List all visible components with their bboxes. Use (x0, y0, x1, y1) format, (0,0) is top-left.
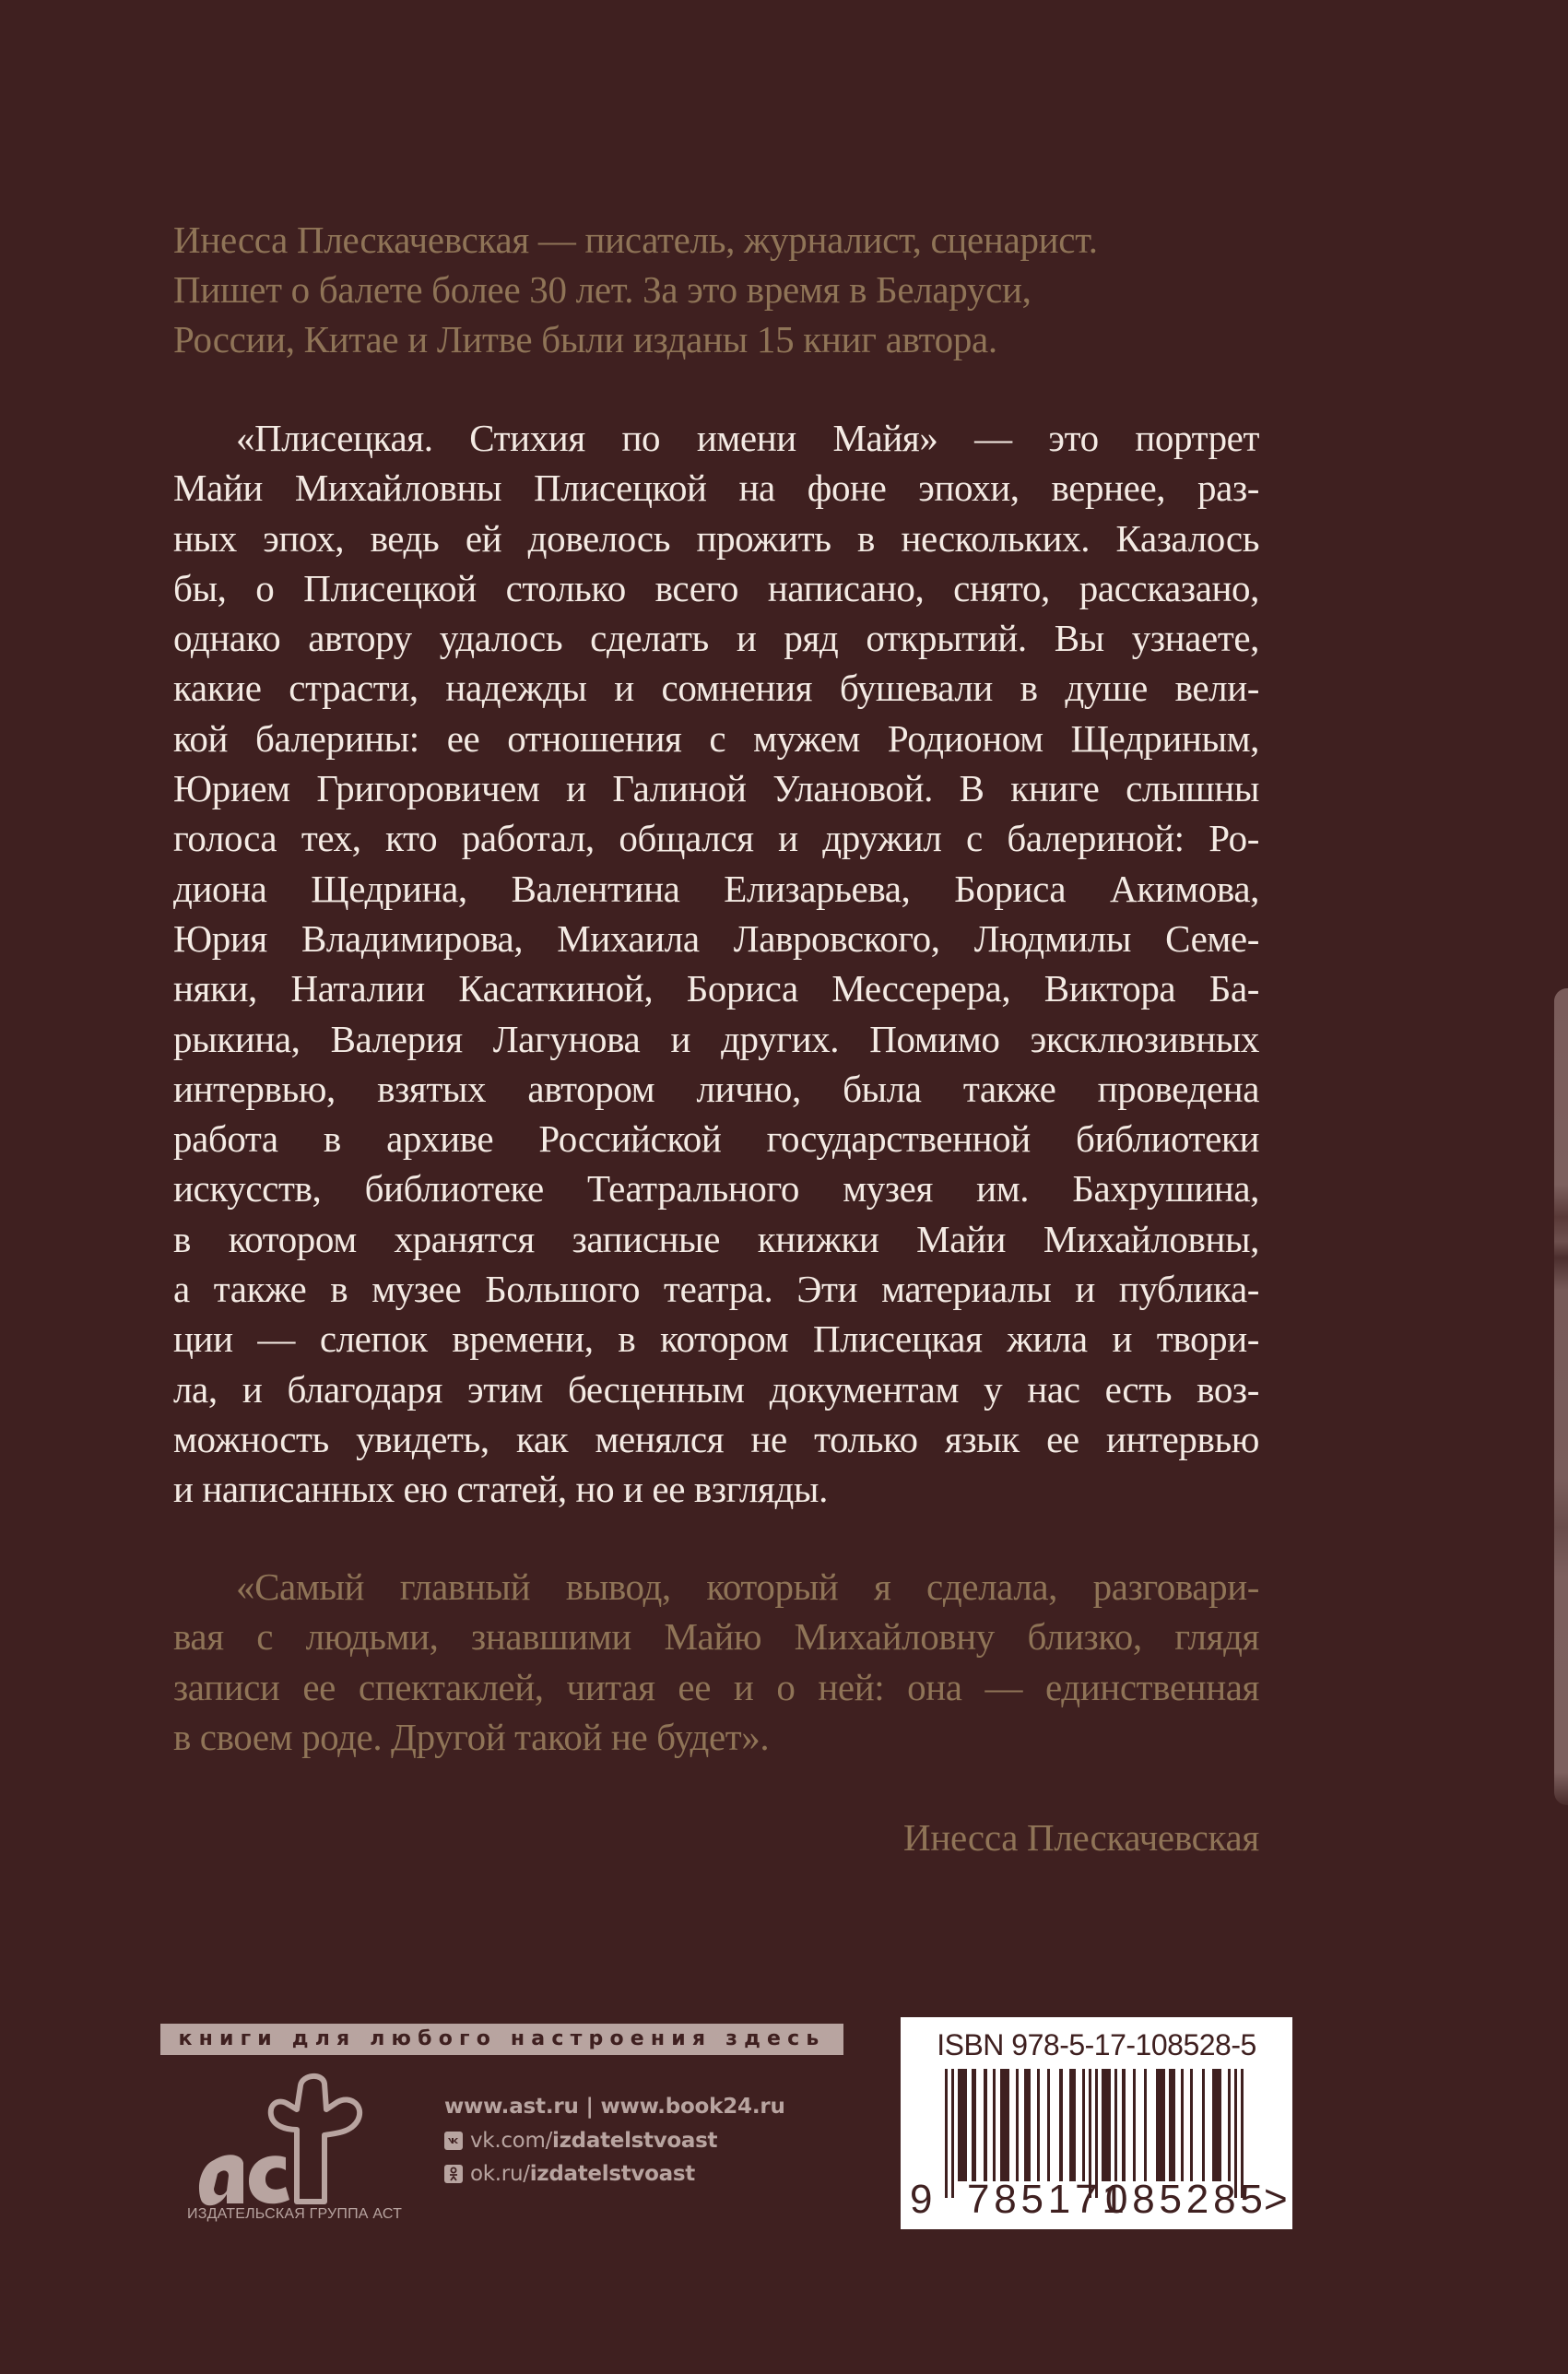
description-line: в котором хранятся записные книжки Майи Михайловны, (173, 1217, 1259, 1260)
publisher-websites-link[interactable]: www.ast.ru | www.book24.ru (444, 2095, 785, 2119)
vk-prefix: vk.com/ (470, 2129, 553, 2153)
quote-line: в своем роде. Другой такой не будет». (173, 1715, 770, 1758)
description-line: искусств, библиотеке Театрального музея им. Бахрушина, (173, 1167, 1259, 1211)
vk-handle: izdatelstvoast (552, 2129, 718, 2153)
about-author-line: Пишет о балете более 30 лет. За это время в Беларуси, (173, 268, 1032, 311)
description-line: ных эпох, ведь ей довелось прожить в нескольких. Казалось (173, 516, 1259, 560)
publisher-links (444, 2091, 785, 2189)
cover-photo-edge (1554, 988, 1568, 1805)
description-line: можность увидеть, как менялся не только язык ее интервью (173, 1417, 1259, 1460)
description-line: диона Щедрина, Валентина Елизарьева, Бориса Акимова, (173, 867, 1259, 910)
ok-link[interactable] (444, 2159, 785, 2189)
barcode-first-digit: 9 (910, 2177, 933, 2222)
description-line: работа в архиве Российской государственной библиотеки (173, 1117, 1259, 1161)
description-line: няки, Наталии Касаткиной, Бориса Мессерера, Виктора Ба- (173, 967, 1259, 1010)
description-line: и написанных ею статей, но и ее взгляды. (173, 1468, 828, 1511)
description-line: кой балерины: ее отношения с мужем Родионом Щедриным, (173, 716, 1259, 760)
quote-line: «Самый главный вывод, который я сделала, разговари- (236, 1565, 1259, 1608)
ast-logo-icon (194, 2073, 406, 2211)
description-line: а также в музее Большого театра. Эти материалы и публика- (173, 1268, 1259, 1311)
description-line: ции — слепок времени, в котором Плисецкая жила и твори- (173, 1317, 1259, 1361)
barcode-left-digits: 785171 (967, 2177, 1129, 2222)
book-description (173, 413, 1259, 1515)
vk-icon (444, 2132, 463, 2150)
about-author-line: России, Китае и Литве были изданы 15 книг автора. (173, 318, 997, 360)
ok-icon (444, 2165, 463, 2183)
about-author (173, 215, 1259, 364)
isbn-barcode (901, 2017, 1292, 2229)
ok-handle: izdatelstvoast (529, 2162, 695, 2186)
description-line: Майи Михайловны Плисецкой на фоне эпохи, вернее, раз- (173, 467, 1259, 510)
barcode-digits (910, 2176, 1288, 2224)
description-line: интервью, взятых автором лично, была также проведена (173, 1067, 1259, 1110)
quote-line: вая с людьми, знавшими Майю Михайловну близко, глядя (173, 1615, 1259, 1659)
publisher-name: ИЗДАТЕЛЬСКАЯ ГРУППА АСТ (187, 2206, 403, 2222)
vk-link[interactable] (444, 2126, 785, 2155)
description-line: «Плисецкая. Стихия по имени Майя» — это портрет (236, 417, 1259, 459)
description-line: бы, о Плисецкой столько всего написано, снято, рассказано, (173, 566, 1259, 609)
description-line: рыкина, Валерия Лагунова и других. Помимо эксклюзивных (173, 1017, 1259, 1060)
barcode-right-digits: 085285 (1105, 2177, 1267, 2222)
isbn-label: ISBN 978-5-17-108528-5 (937, 2028, 1256, 2061)
about-author-line: Инесса Плескачевская — писатель, журналист, сценарист. (173, 219, 1098, 261)
quote-signature: Инесса Плескачевская (903, 1816, 1259, 1859)
publisher-banner: книги для любого настроения здесь (160, 2024, 843, 2055)
description-line: однако автору удалось сделать и ряд открытий. Вы узнаете, (173, 617, 1259, 660)
ast-logo (194, 2073, 406, 2211)
description-line: ла, и благодаря этим бесценным документам у нас есть воз- (173, 1367, 1259, 1411)
description-line: Юрием Григоровичем и Галиной Улановой. В книге слышны (173, 767, 1259, 810)
description-line: какие страсти, надежды и сомнения бушевали в душе вели- (173, 667, 1259, 710)
ok-prefix: ok.ru/ (470, 2162, 530, 2186)
quiet-zone-marker: > (1264, 2177, 1288, 2222)
quote-line: записи ее спектаклей, читая ее и о ней: она — единственная (173, 1665, 1259, 1708)
author-quote (173, 1562, 1259, 1762)
description-line: Юрия Владимирова, Михаила Лавровского, Людмилы Семе- (173, 916, 1259, 960)
description-line: голоса тех, кто работал, общался и дружил с балериной: Ро- (173, 817, 1259, 860)
